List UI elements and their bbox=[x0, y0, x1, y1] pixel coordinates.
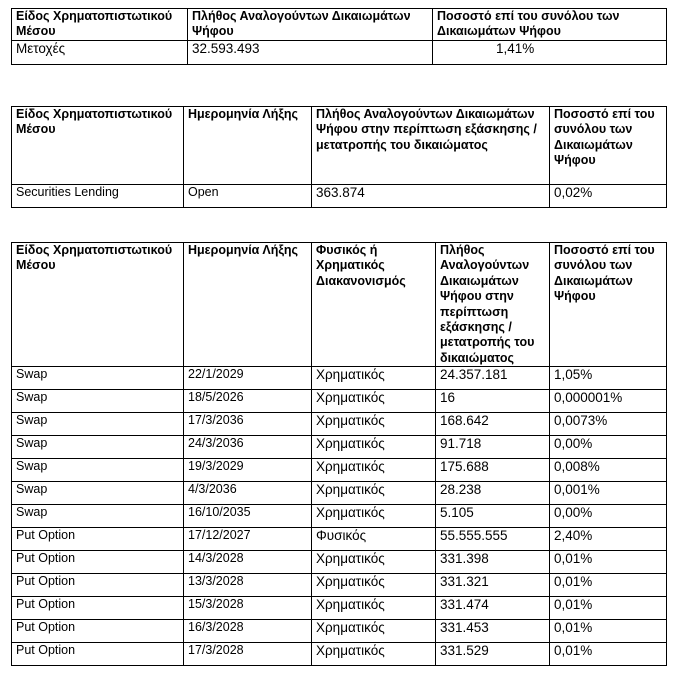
header-expiry: Ημερομηνία Λήξης bbox=[184, 107, 312, 185]
table-row bbox=[12, 620, 667, 643]
header-percent: Ποσοστό επί του συνόλου των Δικαιωμάτων Ψήφου bbox=[550, 107, 667, 185]
cell-percent: 0,008% bbox=[550, 459, 667, 482]
cell-count: 331.474 bbox=[436, 597, 550, 620]
cell-instrument: Put Option bbox=[12, 597, 184, 620]
cell-percent: 0,01% bbox=[550, 574, 667, 597]
cell-settlement: Χρηματικός bbox=[312, 574, 436, 597]
table-row bbox=[12, 367, 667, 390]
cell-settlement: Χρηματικός bbox=[312, 459, 436, 482]
securities-lending-table bbox=[11, 106, 667, 208]
header-voting-rights-count: Πλήθος Αναλογούντων Δικαιωμάτων Ψήφου στην περίπτωση εξάσκησης / μετατροπής του δικαιώματος bbox=[312, 107, 550, 185]
cell-expiry: 19/3/2029 bbox=[184, 459, 312, 482]
cell-expiry: 16/10/2035 bbox=[184, 505, 312, 528]
cell-instrument: Put Option bbox=[12, 620, 184, 643]
cell-instrument: Swap bbox=[12, 367, 184, 390]
shares-table bbox=[11, 8, 667, 65]
table-row bbox=[12, 436, 667, 459]
header-voting-rights-count: Πλήθος Αναλογούντων Δικαιωμάτων Ψήφου bbox=[188, 9, 433, 41]
cell-settlement: Χρηματικός bbox=[312, 505, 436, 528]
cell-expiry: 18/5/2026 bbox=[184, 390, 312, 413]
cell-expiry: 22/1/2029 bbox=[184, 367, 312, 390]
cell-count: 331.453 bbox=[436, 620, 550, 643]
cell-settlement: Χρηματικός bbox=[312, 390, 436, 413]
cell-percent: 2,40% bbox=[550, 528, 667, 551]
cell-percent: 0,01% bbox=[550, 643, 667, 666]
header-instrument: Είδος Χρηματοπιστωτικού Μέσου bbox=[12, 107, 184, 185]
cell-settlement: Φυσικός bbox=[312, 528, 436, 551]
cell-instrument: Put Option bbox=[12, 528, 184, 551]
cell-instrument: Swap bbox=[12, 436, 184, 459]
table-row bbox=[12, 574, 667, 597]
cell-percent: 0,001% bbox=[550, 482, 667, 505]
table-row bbox=[12, 41, 667, 65]
cell-count: 331.529 bbox=[436, 643, 550, 666]
cell-expiry: 17/3/2028 bbox=[184, 643, 312, 666]
cell-count: 175.688 bbox=[436, 459, 550, 482]
cell-count: 16 bbox=[436, 390, 550, 413]
cell-instrument: Put Option bbox=[12, 551, 184, 574]
cell-count: 5.105 bbox=[436, 505, 550, 528]
table-row bbox=[12, 597, 667, 620]
header-row bbox=[12, 243, 667, 367]
cell-instrument: Swap bbox=[12, 413, 184, 436]
cell-settlement: Χρηματικός bbox=[312, 597, 436, 620]
header-voting-rights-count: Πλήθος Αναλογούντων Δικαιωμάτων Ψήφου στην περίπτωση εξάσκησης / μετατροπής του δικαιώματος bbox=[436, 243, 550, 367]
cell-count: 91.718 bbox=[436, 436, 550, 459]
cell-percent bbox=[433, 41, 667, 65]
header-expiry: Ημερομηνία Λήξης bbox=[184, 243, 312, 367]
cell-percent: 0,00% bbox=[550, 436, 667, 459]
cell-settlement: Χρηματικός bbox=[312, 643, 436, 666]
cell-percent: 0,000001% bbox=[550, 390, 667, 413]
cell-percent: 0,0073% bbox=[550, 413, 667, 436]
cell-percent: 0,01% bbox=[550, 620, 667, 643]
cell-settlement: Χρηματικός bbox=[312, 482, 436, 505]
cell-percent: 0,00% bbox=[550, 505, 667, 528]
cell-settlement: Χρηματικός bbox=[312, 413, 436, 436]
table-row bbox=[12, 413, 667, 436]
table-row bbox=[12, 528, 667, 551]
cell-count: 32.593.493 bbox=[188, 41, 433, 65]
cell-percent: 0,02% bbox=[550, 185, 667, 208]
cell-expiry: 14/3/2028 bbox=[184, 551, 312, 574]
percent-value: 1,41% bbox=[496, 41, 535, 56]
cell-settlement: Χρηματικός bbox=[312, 551, 436, 574]
cell-expiry: 16/3/2028 bbox=[184, 620, 312, 643]
header-percent: Ποσοστό επί του συνόλου των Δικαιωμάτων Ψήφου bbox=[550, 243, 667, 367]
cell-instrument: Μετοχές bbox=[12, 41, 188, 65]
cell-expiry: 13/3/2028 bbox=[184, 574, 312, 597]
cell-count: 168.642 bbox=[436, 413, 550, 436]
header-instrument: Είδος Χρηματοπιστωτικού Μέσου bbox=[12, 9, 188, 41]
cell-instrument: Put Option bbox=[12, 643, 184, 666]
cell-count: 331.398 bbox=[436, 551, 550, 574]
cell-settlement: Χρηματικός bbox=[312, 367, 436, 390]
table-row bbox=[12, 185, 667, 208]
table-row bbox=[12, 482, 667, 505]
cell-percent: 0,01% bbox=[550, 597, 667, 620]
table-row bbox=[12, 551, 667, 574]
header-instrument: Είδος Χρηματοπιστωτικού Μέσου bbox=[12, 243, 184, 367]
cell-expiry: 17/12/2027 bbox=[184, 528, 312, 551]
cell-expiry: 17/3/2036 bbox=[184, 413, 312, 436]
table-row bbox=[12, 459, 667, 482]
cell-expiry: 4/3/2036 bbox=[184, 482, 312, 505]
cell-count: 55.555.555 bbox=[436, 528, 550, 551]
cell-settlement: Χρηματικός bbox=[312, 436, 436, 459]
header-row bbox=[12, 107, 667, 185]
cell-expiry: Open bbox=[184, 185, 312, 208]
cell-instrument: Securities Lending bbox=[12, 185, 184, 208]
derivatives-table bbox=[11, 242, 667, 666]
cell-percent: 1,05% bbox=[550, 367, 667, 390]
cell-count: 363.874 bbox=[312, 185, 550, 208]
cell-settlement: Χρηματικός bbox=[312, 620, 436, 643]
derivatives-body bbox=[12, 367, 667, 666]
cell-count: 24.357.181 bbox=[436, 367, 550, 390]
table-row bbox=[12, 643, 667, 666]
header-row bbox=[12, 9, 667, 41]
cell-count: 28.238 bbox=[436, 482, 550, 505]
cell-instrument: Swap bbox=[12, 390, 184, 413]
cell-instrument: Swap bbox=[12, 482, 184, 505]
table-row bbox=[12, 505, 667, 528]
header-percent: Ποσοστό επί του συνόλου των Δικαιωμάτων Ψήφου bbox=[433, 9, 667, 41]
cell-percent: 0,01% bbox=[550, 551, 667, 574]
cell-instrument: Swap bbox=[12, 505, 184, 528]
cell-expiry: 24/3/2036 bbox=[184, 436, 312, 459]
cell-expiry: 15/3/2028 bbox=[184, 597, 312, 620]
header-settlement: Φυσικός ή Χρηματικός Διακανονισμός bbox=[312, 243, 436, 367]
cell-instrument: Swap bbox=[12, 459, 184, 482]
cell-instrument: Put Option bbox=[12, 574, 184, 597]
cell-count: 331.321 bbox=[436, 574, 550, 597]
table-row bbox=[12, 390, 667, 413]
